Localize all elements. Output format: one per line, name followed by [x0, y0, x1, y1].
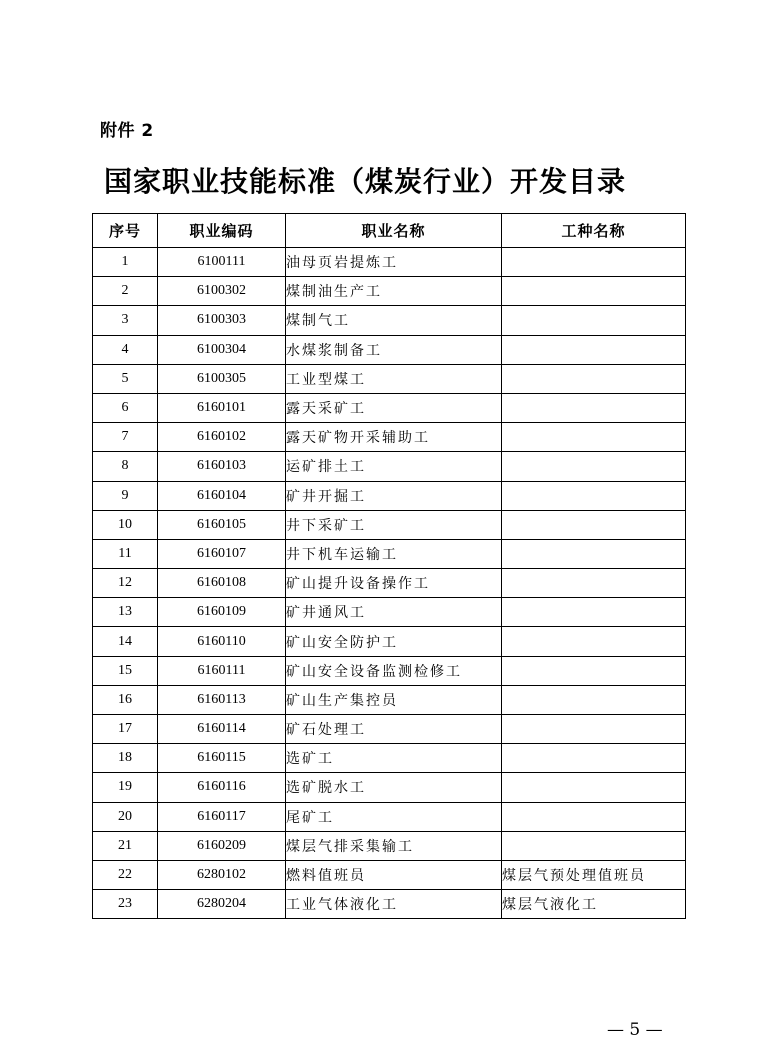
cell-seq: 8 [93, 452, 158, 481]
cell-seq: 20 [93, 802, 158, 831]
cell-seq: 23 [93, 890, 158, 919]
cell-seq: 3 [93, 306, 158, 335]
cell-seq: 7 [93, 423, 158, 452]
cell-occupation-name: 露天矿物开采辅助工 [286, 423, 502, 452]
cell-occupation-name: 矿山提升设备操作工 [286, 569, 502, 598]
cell-occupation-name: 油母页岩提炼工 [286, 248, 502, 277]
table-header-row [93, 214, 686, 248]
cell-job-type-name [502, 627, 686, 656]
cell-occupation-name: 矿石处理工 [286, 715, 502, 744]
header-job-type-name: 工种名称 [502, 214, 686, 248]
cell-job-type-name [502, 452, 686, 481]
cell-job-type-name [502, 481, 686, 510]
cell-occupation-name: 煤层气排采集输工 [286, 831, 502, 860]
table-row [93, 773, 686, 802]
table-row [93, 539, 686, 568]
cell-seq: 11 [93, 539, 158, 568]
cell-occupation-name: 矿井通风工 [286, 598, 502, 627]
cell-code: 6160114 [158, 715, 286, 744]
cell-code: 6160103 [158, 452, 286, 481]
table-row [93, 306, 686, 335]
cell-job-type-name [502, 744, 686, 773]
table-row [93, 715, 686, 744]
cell-occupation-name: 运矿排土工 [286, 452, 502, 481]
cell-code: 6160111 [158, 656, 286, 685]
header-seq: 序号 [93, 214, 158, 248]
header-code: 职业编码 [158, 214, 286, 248]
cell-job-type-name [502, 423, 686, 452]
table-row [93, 744, 686, 773]
cell-code: 6280102 [158, 860, 286, 889]
cell-code: 6160209 [158, 831, 286, 860]
cell-code: 6160101 [158, 393, 286, 422]
table-row [93, 335, 686, 364]
table-row [93, 685, 686, 714]
cell-code: 6160110 [158, 627, 286, 656]
table-row [93, 860, 686, 889]
table-row [93, 364, 686, 393]
table-row [93, 423, 686, 452]
cell-seq: 2 [93, 277, 158, 306]
cell-seq: 14 [93, 627, 158, 656]
cell-job-type-name [502, 306, 686, 335]
cell-occupation-name: 井下机车运输工 [286, 539, 502, 568]
cell-job-type-name [502, 569, 686, 598]
cell-job-type-name [502, 598, 686, 627]
cell-job-type-name [502, 656, 686, 685]
cell-code: 6160108 [158, 569, 286, 598]
cell-occupation-name: 矿山安全防护工 [286, 627, 502, 656]
cell-seq: 9 [93, 481, 158, 510]
cell-code: 6280204 [158, 890, 286, 919]
cell-seq: 12 [93, 569, 158, 598]
table-row [93, 831, 686, 860]
cell-code: 6160109 [158, 598, 286, 627]
cell-code: 6100111 [158, 248, 286, 277]
cell-job-type-name [502, 364, 686, 393]
cell-code: 6100304 [158, 335, 286, 364]
cell-seq: 10 [93, 510, 158, 539]
table-row [93, 598, 686, 627]
cell-job-type-name [502, 773, 686, 802]
cell-seq: 18 [93, 744, 158, 773]
cell-code: 6160117 [158, 802, 286, 831]
table-row [93, 569, 686, 598]
cell-job-type-name [502, 539, 686, 568]
page-title: 国家职业技能标准（煤炭行业）开发目录 [104, 165, 627, 198]
cell-occupation-name: 水煤浆制备工 [286, 335, 502, 364]
cell-occupation-name: 工业型煤工 [286, 364, 502, 393]
cell-job-type-name [502, 248, 686, 277]
cell-code: 6160115 [158, 744, 286, 773]
table-row [93, 277, 686, 306]
cell-job-type-name [502, 277, 686, 306]
cell-seq: 16 [93, 685, 158, 714]
cell-occupation-name: 井下采矿工 [286, 510, 502, 539]
page-number: — 5 — [607, 1020, 663, 1040]
cell-code: 6160116 [158, 773, 286, 802]
cell-code: 6100305 [158, 364, 286, 393]
table-row [93, 802, 686, 831]
cell-occupation-name: 尾矿工 [286, 802, 502, 831]
cell-seq: 1 [93, 248, 158, 277]
cell-job-type-name: 煤层气预处理值班员 [502, 860, 686, 889]
cell-seq: 13 [93, 598, 158, 627]
attachment-label: 附件 2 [100, 121, 154, 141]
cell-job-type-name [502, 715, 686, 744]
cell-occupation-name: 选矿工 [286, 744, 502, 773]
cell-code: 6160107 [158, 539, 286, 568]
cell-seq: 4 [93, 335, 158, 364]
cell-occupation-name: 矿山生产集控员 [286, 685, 502, 714]
cell-job-type-name [502, 510, 686, 539]
cell-code: 6100302 [158, 277, 286, 306]
cell-occupation-name: 露天采矿工 [286, 393, 502, 422]
header-occupation-name: 职业名称 [286, 214, 502, 248]
table-row [93, 393, 686, 422]
cell-seq: 15 [93, 656, 158, 685]
table-row [93, 248, 686, 277]
cell-code: 6160104 [158, 481, 286, 510]
cell-job-type-name: 煤层气液化工 [502, 890, 686, 919]
cell-occupation-name: 燃料值班员 [286, 860, 502, 889]
cell-code: 6100303 [158, 306, 286, 335]
cell-occupation-name: 选矿脱水工 [286, 773, 502, 802]
table-row [93, 452, 686, 481]
cell-job-type-name [502, 802, 686, 831]
cell-code: 6160102 [158, 423, 286, 452]
catalog-table [92, 213, 686, 919]
cell-code: 6160105 [158, 510, 286, 539]
table-row [93, 656, 686, 685]
cell-seq: 22 [93, 860, 158, 889]
cell-occupation-name: 矿井开掘工 [286, 481, 502, 510]
cell-code: 6160113 [158, 685, 286, 714]
cell-occupation-name: 煤制油生产工 [286, 277, 502, 306]
cell-seq: 19 [93, 773, 158, 802]
cell-job-type-name [502, 831, 686, 860]
cell-seq: 17 [93, 715, 158, 744]
cell-occupation-name: 工业气体液化工 [286, 890, 502, 919]
cell-seq: 5 [93, 364, 158, 393]
table-row [93, 627, 686, 656]
cell-occupation-name: 矿山安全设备监测检修工 [286, 656, 502, 685]
cell-job-type-name [502, 393, 686, 422]
cell-job-type-name [502, 335, 686, 364]
table-row [93, 481, 686, 510]
cell-seq: 21 [93, 831, 158, 860]
cell-seq: 6 [93, 393, 158, 422]
cell-occupation-name: 煤制气工 [286, 306, 502, 335]
cell-job-type-name [502, 685, 686, 714]
table-row [93, 890, 686, 919]
table-row [93, 510, 686, 539]
